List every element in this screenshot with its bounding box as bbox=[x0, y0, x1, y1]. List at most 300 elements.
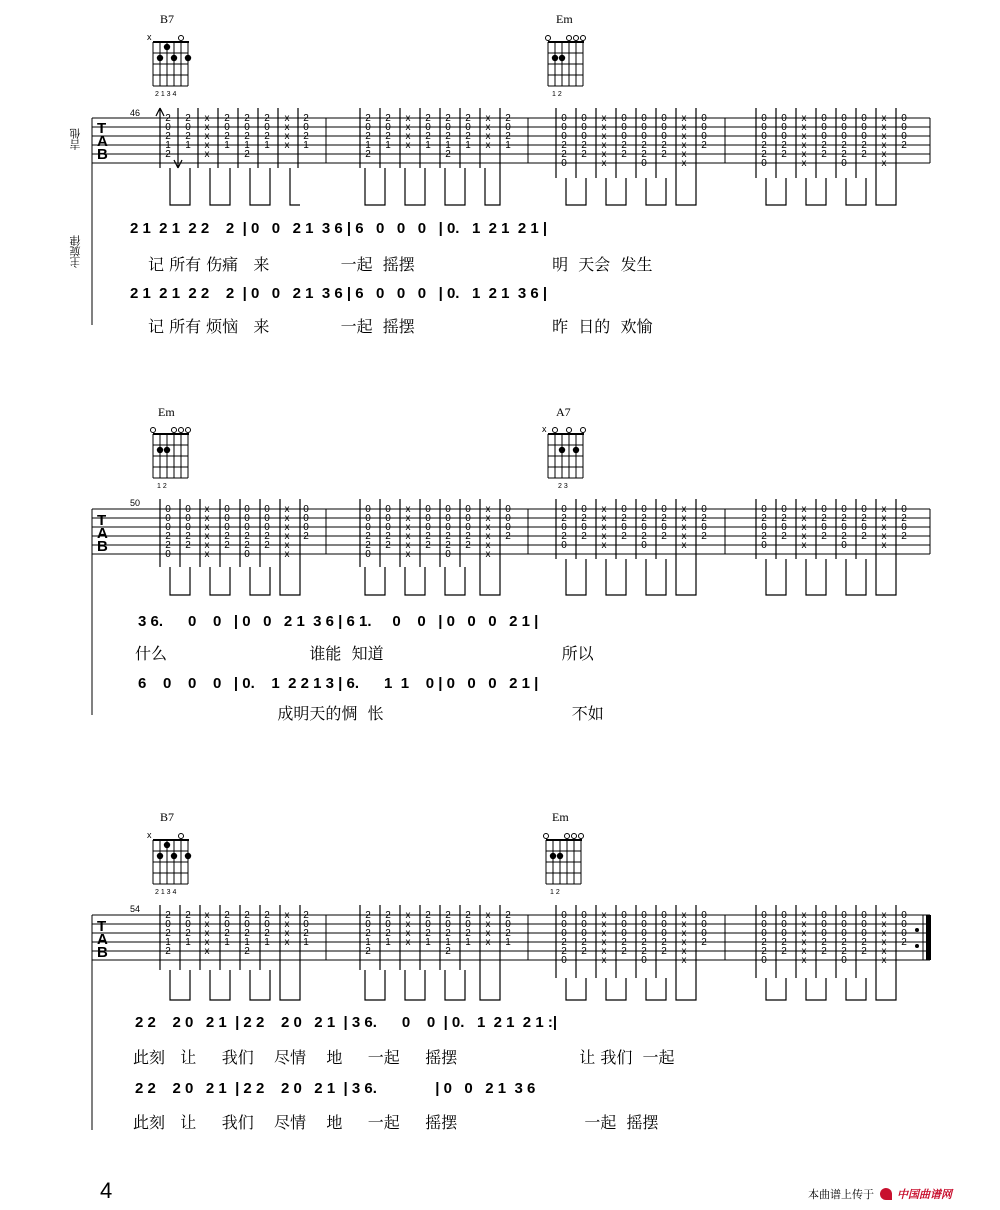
svg-text:0: 0 bbox=[561, 131, 567, 142]
svg-text:0: 0 bbox=[365, 549, 371, 560]
svg-text:2: 2 bbox=[244, 928, 250, 939]
svg-text:x: x bbox=[681, 928, 687, 939]
svg-text:0: 0 bbox=[365, 513, 371, 524]
svg-text:0: 0 bbox=[425, 522, 431, 533]
svg-text:0: 0 bbox=[901, 504, 907, 515]
svg-text:2: 2 bbox=[303, 531, 309, 542]
svg-text:2: 2 bbox=[581, 140, 587, 151]
svg-text:x: x bbox=[881, 955, 887, 966]
svg-text:2: 2 bbox=[781, 149, 787, 160]
svg-text:x: x bbox=[801, 149, 807, 160]
svg-text:x: x bbox=[485, 910, 491, 921]
tab-clef: T A B bbox=[97, 918, 108, 961]
svg-text:0: 0 bbox=[385, 504, 391, 515]
svg-text:0: 0 bbox=[901, 113, 907, 124]
svg-text:x: x bbox=[405, 937, 411, 948]
svg-text:0: 0 bbox=[841, 131, 847, 142]
svg-text:0: 0 bbox=[165, 549, 171, 560]
svg-text:x: x bbox=[881, 919, 887, 930]
svg-text:0: 0 bbox=[781, 113, 787, 124]
svg-text:0: 0 bbox=[621, 113, 627, 124]
svg-text:0: 0 bbox=[621, 131, 627, 142]
svg-text:0: 0 bbox=[821, 928, 827, 939]
svg-text:x: x bbox=[801, 955, 807, 966]
svg-text:2: 2 bbox=[661, 513, 667, 524]
svg-text:0: 0 bbox=[165, 513, 171, 524]
svg-text:2: 2 bbox=[365, 531, 371, 542]
svg-text:1: 1 bbox=[365, 937, 371, 948]
svg-text:x: x bbox=[485, 522, 491, 533]
svg-text:2: 2 bbox=[224, 928, 230, 939]
svg-text:1: 1 bbox=[244, 140, 250, 151]
svg-text:2: 2 bbox=[264, 131, 270, 142]
svg-text:2: 2 bbox=[224, 113, 230, 124]
svg-text:0: 0 bbox=[641, 131, 647, 142]
svg-text:0: 0 bbox=[224, 122, 230, 133]
svg-text:x: x bbox=[881, 158, 887, 169]
svg-text:x: x bbox=[601, 540, 607, 551]
svg-text:0: 0 bbox=[303, 122, 309, 133]
svg-text:0: 0 bbox=[185, 513, 191, 524]
svg-text:2: 2 bbox=[581, 946, 587, 957]
svg-text:0: 0 bbox=[224, 504, 230, 515]
svg-text:0: 0 bbox=[701, 522, 707, 533]
svg-text:2: 2 bbox=[365, 113, 371, 124]
svg-text:x: x bbox=[881, 513, 887, 524]
svg-text:2: 2 bbox=[445, 149, 451, 160]
svg-text:x: x bbox=[881, 946, 887, 957]
svg-text:x: x bbox=[801, 540, 807, 551]
svg-text:0: 0 bbox=[244, 549, 250, 560]
svg-text:2: 2 bbox=[224, 531, 230, 542]
svg-text:x: x bbox=[881, 131, 887, 142]
svg-text:0: 0 bbox=[561, 910, 567, 921]
svg-text:x: x bbox=[601, 919, 607, 930]
system-1 bbox=[0, 0, 1000, 340]
svg-text:0: 0 bbox=[641, 113, 647, 124]
svg-text:0: 0 bbox=[561, 113, 567, 124]
svg-text:2: 2 bbox=[365, 131, 371, 142]
svg-text:0: 0 bbox=[821, 122, 827, 133]
lyrics-line-2: 成明天的惆 怅 不如 bbox=[135, 704, 604, 723]
svg-text:0: 0 bbox=[185, 504, 191, 515]
svg-text:2: 2 bbox=[661, 140, 667, 151]
svg-text:x: x bbox=[405, 540, 411, 551]
chord-name-em: Em bbox=[552, 810, 569, 824]
svg-text:0: 0 bbox=[821, 113, 827, 124]
svg-text:0: 0 bbox=[621, 522, 627, 533]
svg-text:x: x bbox=[284, 549, 290, 560]
svg-text:1: 1 bbox=[264, 140, 270, 151]
svg-text:2: 2 bbox=[581, 531, 587, 542]
svg-text:0: 0 bbox=[581, 504, 587, 515]
svg-text:x: x bbox=[284, 522, 290, 533]
svg-text:0: 0 bbox=[841, 919, 847, 930]
svg-text:0: 0 bbox=[185, 522, 191, 533]
svg-text:0: 0 bbox=[841, 910, 847, 921]
svg-text:0: 0 bbox=[761, 928, 767, 939]
svg-text:x: x bbox=[405, 131, 411, 142]
svg-text:0: 0 bbox=[581, 910, 587, 921]
svg-text:0: 0 bbox=[465, 122, 471, 133]
svg-text:2: 2 bbox=[781, 513, 787, 524]
system-2 bbox=[0, 395, 1000, 735]
svg-text:x: x bbox=[485, 540, 491, 551]
svg-text:0: 0 bbox=[264, 504, 270, 515]
svg-text:0: 0 bbox=[561, 122, 567, 133]
svg-text:0: 0 bbox=[901, 919, 907, 930]
svg-text:0: 0 bbox=[901, 910, 907, 921]
svg-text:2: 2 bbox=[781, 937, 787, 948]
svg-text:2: 2 bbox=[901, 937, 907, 948]
svg-text:0: 0 bbox=[165, 919, 171, 930]
svg-text:x: x bbox=[881, 149, 887, 160]
svg-text:2: 2 bbox=[781, 140, 787, 151]
measure-number: 46 bbox=[130, 108, 141, 118]
svg-text:2: 2 bbox=[425, 531, 431, 542]
svg-text:0: 0 bbox=[621, 928, 627, 939]
svg-text:0: 0 bbox=[264, 513, 270, 524]
tab-staff bbox=[0, 800, 1000, 1150]
svg-text:0: 0 bbox=[761, 540, 767, 551]
svg-text:2: 2 bbox=[465, 531, 471, 542]
svg-text:0: 0 bbox=[821, 522, 827, 533]
svg-text:2: 2 bbox=[561, 946, 567, 957]
svg-text:2: 2 bbox=[505, 113, 511, 124]
svg-text:x: x bbox=[681, 513, 687, 524]
svg-text:0: 0 bbox=[781, 131, 787, 142]
svg-text:1 2: 1 2 bbox=[550, 889, 560, 896]
svg-text:0: 0 bbox=[641, 910, 647, 921]
svg-text:x: x bbox=[284, 937, 290, 948]
svg-text:x: x bbox=[284, 113, 290, 124]
svg-text:x: x bbox=[405, 928, 411, 939]
svg-text:0: 0 bbox=[621, 910, 627, 921]
svg-text:0: 0 bbox=[365, 522, 371, 533]
svg-text:0: 0 bbox=[761, 122, 767, 133]
svg-text:x: x bbox=[485, 531, 491, 542]
svg-text:0: 0 bbox=[841, 158, 847, 169]
svg-text:x: x bbox=[601, 122, 607, 133]
svg-text:x: x bbox=[881, 937, 887, 948]
svg-text:x: x bbox=[405, 513, 411, 524]
svg-text:0: 0 bbox=[861, 928, 867, 939]
svg-text:0: 0 bbox=[561, 522, 567, 533]
svg-text:2: 2 bbox=[561, 937, 567, 948]
svg-text:x: x bbox=[601, 522, 607, 533]
svg-text:2: 2 bbox=[621, 937, 627, 948]
svg-text:0: 0 bbox=[385, 513, 391, 524]
svg-text:x: x bbox=[881, 113, 887, 124]
svg-text:2: 2 bbox=[781, 946, 787, 957]
svg-text:1: 1 bbox=[224, 937, 230, 948]
svg-text:2: 2 bbox=[385, 910, 391, 921]
svg-text:2: 2 bbox=[581, 149, 587, 160]
svg-text:x: x bbox=[681, 149, 687, 160]
svg-text:2: 2 bbox=[561, 531, 567, 542]
svg-text:x: x bbox=[405, 140, 411, 151]
svg-text:0: 0 bbox=[244, 919, 250, 930]
svg-text:0: 0 bbox=[661, 928, 667, 939]
svg-text:x: x bbox=[204, 131, 210, 142]
svg-text:1: 1 bbox=[385, 140, 391, 151]
svg-text:1: 1 bbox=[465, 937, 471, 948]
svg-text:0: 0 bbox=[641, 504, 647, 515]
svg-text:x: x bbox=[601, 140, 607, 151]
svg-text:0: 0 bbox=[841, 955, 847, 966]
svg-text:x: x bbox=[601, 504, 607, 515]
svg-text:0: 0 bbox=[781, 522, 787, 533]
svg-text:x: x bbox=[681, 522, 687, 533]
svg-text:1: 1 bbox=[165, 937, 171, 948]
svg-text:x: x bbox=[485, 131, 491, 142]
svg-text:0: 0 bbox=[561, 504, 567, 515]
svg-text:2: 2 bbox=[821, 531, 827, 542]
svg-text:x: x bbox=[801, 910, 807, 921]
svg-text:x: x bbox=[681, 140, 687, 151]
svg-text:0: 0 bbox=[661, 522, 667, 533]
svg-text:x: x bbox=[801, 131, 807, 142]
svg-text:x: x bbox=[881, 910, 887, 921]
svg-text:2: 2 bbox=[661, 946, 667, 957]
svg-text:0: 0 bbox=[561, 928, 567, 939]
svg-text:0: 0 bbox=[641, 540, 647, 551]
svg-text:x: x bbox=[601, 937, 607, 948]
svg-text:2: 2 bbox=[641, 513, 647, 524]
svg-text:0: 0 bbox=[841, 113, 847, 124]
svg-text:2: 2 bbox=[621, 946, 627, 957]
svg-text:2: 2 bbox=[165, 131, 171, 142]
svg-text:0: 0 bbox=[761, 504, 767, 515]
svg-text:x: x bbox=[542, 424, 547, 434]
svg-text:1: 1 bbox=[505, 140, 511, 151]
measure-number: 50 bbox=[130, 498, 141, 508]
svg-text:1: 1 bbox=[185, 937, 191, 948]
svg-text:2: 2 bbox=[165, 946, 171, 957]
svg-text:2: 2 bbox=[641, 937, 647, 948]
svg-text:x: x bbox=[601, 149, 607, 160]
svg-text:0: 0 bbox=[821, 919, 827, 930]
svg-text:0: 0 bbox=[385, 919, 391, 930]
svg-text:2: 2 bbox=[621, 513, 627, 524]
svg-text:2: 2 bbox=[821, 946, 827, 957]
svg-text:0: 0 bbox=[701, 919, 707, 930]
svg-text:2: 2 bbox=[303, 131, 309, 142]
svg-text:x: x bbox=[681, 946, 687, 957]
svg-text:x: x bbox=[284, 540, 290, 551]
svg-text:2: 2 bbox=[641, 140, 647, 151]
svg-text:0: 0 bbox=[761, 158, 767, 169]
svg-text:0: 0 bbox=[224, 919, 230, 930]
svg-text:1: 1 bbox=[303, 140, 309, 151]
svg-text:x: x bbox=[405, 919, 411, 930]
svg-text:0: 0 bbox=[425, 919, 431, 930]
svg-text:2: 2 bbox=[581, 513, 587, 524]
svg-text:0: 0 bbox=[365, 919, 371, 930]
svg-text:x: x bbox=[801, 937, 807, 948]
svg-text:0: 0 bbox=[901, 928, 907, 939]
svg-text:x: x bbox=[681, 113, 687, 124]
svg-text:2: 2 bbox=[821, 149, 827, 160]
svg-text:0: 0 bbox=[561, 540, 567, 551]
svg-text:2: 2 bbox=[901, 140, 907, 151]
svg-text:0: 0 bbox=[465, 504, 471, 515]
svg-text:2: 2 bbox=[861, 531, 867, 542]
svg-text:x: x bbox=[801, 531, 807, 542]
svg-text:x: x bbox=[485, 140, 491, 151]
svg-text:0: 0 bbox=[821, 910, 827, 921]
svg-text:x: x bbox=[284, 131, 290, 142]
svg-text:0: 0 bbox=[303, 919, 309, 930]
svg-text:1: 1 bbox=[303, 937, 309, 948]
svg-text:0: 0 bbox=[505, 122, 511, 133]
svg-text:x: x bbox=[405, 549, 411, 560]
svg-text:0: 0 bbox=[661, 122, 667, 133]
svg-text:2: 2 bbox=[761, 513, 767, 524]
svg-text:x: x bbox=[881, 522, 887, 533]
svg-text:x: x bbox=[681, 937, 687, 948]
svg-text:0: 0 bbox=[385, 122, 391, 133]
svg-text:x: x bbox=[284, 504, 290, 515]
site-brand: 中国曲谱网 bbox=[897, 1188, 952, 1201]
svg-text:x: x bbox=[204, 140, 210, 151]
svg-text:x: x bbox=[405, 910, 411, 921]
svg-text:x: x bbox=[601, 131, 607, 142]
svg-text:0: 0 bbox=[821, 131, 827, 142]
upload-credit-text: 本曲谱上传于 bbox=[808, 1188, 874, 1201]
svg-text:0: 0 bbox=[244, 504, 250, 515]
svg-text:x: x bbox=[485, 122, 491, 133]
svg-text:2: 2 bbox=[821, 513, 827, 524]
svg-text:x: x bbox=[204, 149, 210, 160]
svg-text:0: 0 bbox=[901, 122, 907, 133]
svg-text:x: x bbox=[801, 946, 807, 957]
svg-text:0: 0 bbox=[465, 919, 471, 930]
svg-text:x: x bbox=[485, 928, 491, 939]
svg-text:0: 0 bbox=[861, 910, 867, 921]
svg-text:x: x bbox=[601, 531, 607, 542]
svg-text:0: 0 bbox=[861, 504, 867, 515]
svg-text:2: 2 bbox=[385, 131, 391, 142]
svg-text:x: x bbox=[681, 531, 687, 542]
svg-text:0: 0 bbox=[561, 919, 567, 930]
upload-credit bbox=[808, 1186, 952, 1202]
svg-text:2: 2 bbox=[425, 928, 431, 939]
svg-text:2: 2 bbox=[165, 531, 171, 542]
svg-text:0: 0 bbox=[581, 131, 587, 142]
svg-text:2: 2 bbox=[621, 149, 627, 160]
svg-text:2: 2 bbox=[621, 140, 627, 151]
svg-text:x: x bbox=[601, 513, 607, 524]
melody-line-1: 2 1 2 1 2 2 2 | 0 0 2 1 3 6 | 6 0 0 0 | 0. 1 2 1 2 1 | bbox=[130, 220, 548, 237]
svg-text:2: 2 bbox=[445, 910, 451, 921]
svg-text:2: 2 bbox=[185, 928, 191, 939]
svg-text:0: 0 bbox=[861, 122, 867, 133]
svg-text:0: 0 bbox=[165, 522, 171, 533]
svg-text:2: 2 bbox=[385, 540, 391, 551]
svg-text:2: 2 bbox=[661, 937, 667, 948]
svg-text:2: 2 bbox=[505, 531, 511, 542]
svg-text:0: 0 bbox=[445, 919, 451, 930]
svg-text:2: 2 bbox=[841, 149, 847, 160]
svg-text:x: x bbox=[204, 919, 210, 930]
svg-text:0: 0 bbox=[445, 549, 451, 560]
svg-text:x: x bbox=[801, 919, 807, 930]
svg-text:0: 0 bbox=[661, 504, 667, 515]
svg-text:1 2: 1 2 bbox=[552, 91, 562, 98]
svg-text:0: 0 bbox=[901, 522, 907, 533]
svg-text:0: 0 bbox=[821, 504, 827, 515]
svg-text:x: x bbox=[284, 122, 290, 133]
svg-text:2: 2 bbox=[841, 937, 847, 948]
svg-text:1: 1 bbox=[445, 937, 451, 948]
svg-text:x: x bbox=[601, 158, 607, 169]
svg-text:2: 2 bbox=[264, 928, 270, 939]
svg-text:1: 1 bbox=[185, 140, 191, 151]
svg-text:2: 2 bbox=[264, 531, 270, 542]
svg-text:x: x bbox=[284, 910, 290, 921]
svg-text:0: 0 bbox=[661, 131, 667, 142]
svg-text:0: 0 bbox=[264, 522, 270, 533]
svg-text:x: x bbox=[204, 549, 210, 560]
svg-text:0: 0 bbox=[505, 504, 511, 515]
svg-text:2: 2 bbox=[901, 513, 907, 524]
svg-text:x: x bbox=[485, 113, 491, 124]
svg-text:1: 1 bbox=[425, 937, 431, 948]
svg-text:0: 0 bbox=[781, 122, 787, 133]
svg-text:2: 2 bbox=[641, 149, 647, 160]
svg-text:x: x bbox=[204, 113, 210, 124]
svg-text:2: 2 bbox=[701, 513, 707, 524]
svg-text:x: x bbox=[801, 158, 807, 169]
svg-text:0: 0 bbox=[761, 113, 767, 124]
svg-text:2: 2 bbox=[465, 540, 471, 551]
svg-text:0: 0 bbox=[581, 522, 587, 533]
svg-text:2: 2 bbox=[185, 131, 191, 142]
svg-text:2: 2 bbox=[621, 531, 627, 542]
lyrics-line-1: 什么 谁能 知道 所以 bbox=[135, 644, 594, 663]
svg-text:0: 0 bbox=[445, 513, 451, 524]
lyrics-line-2: 记 所有 烦恼 来 一起 摇摆 昨 日的 欢愉 bbox=[148, 317, 653, 336]
svg-text:0: 0 bbox=[621, 919, 627, 930]
svg-text:0: 0 bbox=[425, 504, 431, 515]
svg-text:0: 0 bbox=[701, 113, 707, 124]
svg-text:x: x bbox=[284, 928, 290, 939]
svg-text:x: x bbox=[284, 919, 290, 930]
svg-text:x: x bbox=[801, 928, 807, 939]
svg-text:1: 1 bbox=[244, 937, 250, 948]
svg-text:0: 0 bbox=[701, 122, 707, 133]
svg-text:0: 0 bbox=[641, 522, 647, 533]
svg-text:2: 2 bbox=[641, 531, 647, 542]
guitar-label: 吉他 bbox=[70, 128, 82, 150]
svg-text:2: 2 bbox=[185, 113, 191, 124]
svg-text:2: 2 bbox=[365, 910, 371, 921]
svg-text:2: 2 bbox=[244, 946, 250, 957]
svg-text:x: x bbox=[405, 504, 411, 515]
svg-text:2: 2 bbox=[385, 531, 391, 542]
svg-text:0: 0 bbox=[761, 955, 767, 966]
svg-text:0: 0 bbox=[165, 122, 171, 133]
svg-text:x: x bbox=[405, 113, 411, 124]
page-number: 4 bbox=[100, 1178, 113, 1203]
svg-text:0: 0 bbox=[761, 910, 767, 921]
svg-text:x: x bbox=[801, 513, 807, 524]
chord-name-a7: A7 bbox=[556, 405, 571, 419]
svg-text:0: 0 bbox=[841, 928, 847, 939]
svg-text:x: x bbox=[881, 504, 887, 515]
svg-text:2: 2 bbox=[465, 113, 471, 124]
